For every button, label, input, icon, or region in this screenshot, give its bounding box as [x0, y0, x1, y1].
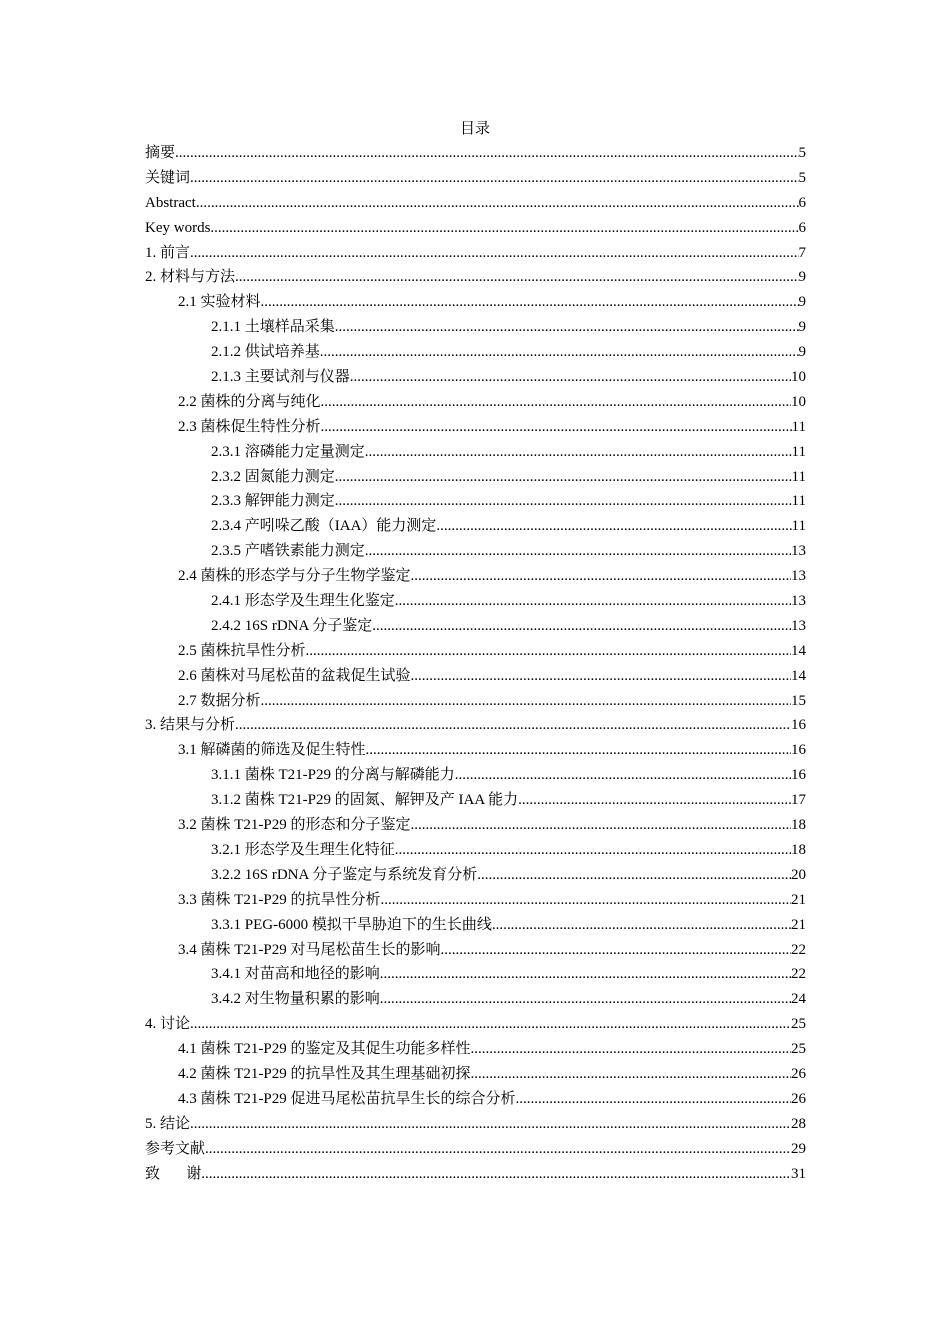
toc-entry-page-number: 9 — [798, 294, 806, 311]
table-of-contents — [145, 141, 806, 1186]
toc-dot-leader — [261, 689, 791, 714]
toc-dot-leader — [261, 290, 799, 315]
toc-entry[interactable] — [145, 913, 806, 938]
toc-entry-page-number: 14 — [791, 642, 806, 659]
toc-dot-leader — [411, 813, 791, 838]
toc-entry-page-number: 5 — [798, 145, 806, 161]
toc-entry-label: 3.1 解磷菌的筛选及促生特性 — [178, 742, 366, 759]
toc-entry-label: 关键词 — [145, 169, 191, 186]
toc-entry-page-number: 21 — [791, 891, 806, 908]
toc-entry[interactable] — [145, 1037, 806, 1062]
toc-entry-page-number: 18 — [791, 817, 806, 834]
toc-entry-label: Abstract — [145, 194, 196, 211]
toc-dot-leader — [190, 1012, 791, 1037]
toc-entry-label: 2.1.1 土壤样品采集 — [211, 319, 335, 336]
toc-entry[interactable] — [145, 1087, 806, 1112]
toc-entry-label: 4.2 菌株 T21-P29 的抗旱性及其生理基础初探 — [178, 1065, 471, 1082]
toc-entry-page-number: 24 — [791, 991, 806, 1008]
toc-entry-label: 2.3.2 固氮能力测定 — [211, 468, 335, 485]
toc-entry-page-number: 29 — [791, 1140, 806, 1157]
toc-entry-page-number: 9 — [798, 319, 806, 336]
toc-entry-label: 摘要 — [145, 145, 176, 161]
toc-dot-leader — [492, 913, 791, 938]
toc-entry-page-number: 13 — [791, 543, 806, 560]
toc-entry-label: 2.1.2 供试培养基 — [211, 344, 320, 361]
toc-dot-leader — [372, 614, 791, 639]
toc-entry-label: 2.3.5 产嗜铁素能力测定 — [211, 543, 365, 560]
toc-entry-label: 5. 结论 — [145, 1115, 191, 1132]
toc-entry-page-number: 25 — [791, 1016, 806, 1033]
toc-entry-label: 2.5 菌株抗旱性分析 — [178, 642, 306, 659]
toc-entry[interactable] — [145, 241, 806, 266]
toc-entry[interactable] — [145, 788, 806, 813]
toc-entry-label: 2.2 菌株的分离与纯化 — [178, 393, 321, 410]
toc-entry[interactable] — [145, 340, 806, 365]
toc-entry-page-number: 11 — [791, 518, 806, 535]
toc-entry-label: 3.2.2 16S rDNA 分子鉴定与系统发育分析 — [211, 866, 478, 883]
toc-entry-page-number: 22 — [791, 941, 806, 958]
toc-entry-page-number: 11 — [791, 493, 806, 510]
toc-entry[interactable] — [145, 962, 806, 987]
toc-entry[interactable] — [145, 390, 806, 415]
toc-entry-label: 3.4.2 对生物量积累的影响 — [211, 991, 380, 1008]
toc-entry[interactable] — [145, 290, 806, 315]
toc-entry[interactable] — [145, 489, 806, 514]
toc-entry-label: 2.3.4 产吲哚乙酸（IAA）能力测定 — [211, 518, 437, 535]
toc-dot-leader — [321, 390, 791, 415]
toc-entry[interactable] — [145, 589, 806, 614]
toc-dot-leader — [381, 888, 791, 913]
toc-entry[interactable] — [145, 141, 806, 166]
toc-entry-label: 3.3.1 PEG-6000 模拟干旱胁迫下的生长曲线 — [211, 916, 492, 933]
toc-entry[interactable] — [145, 564, 806, 589]
toc-entry[interactable] — [145, 664, 806, 689]
toc-entry[interactable] — [145, 1112, 806, 1137]
toc-entry-page-number: 11 — [791, 468, 806, 485]
toc-entry-page-number: 9 — [798, 344, 806, 361]
toc-dot-leader — [210, 216, 798, 241]
toc-entry[interactable] — [145, 813, 806, 838]
toc-entry-page-number: 11 — [791, 443, 806, 460]
toc-entry[interactable] — [145, 1012, 806, 1037]
toc-dot-leader — [335, 489, 792, 514]
toc-entry-label: 3. 结果与分析 — [145, 717, 236, 734]
toc-entry-page-number: 14 — [791, 667, 806, 684]
toc-dot-leader — [205, 1137, 791, 1162]
toc-entry-page-number: 7 — [798, 244, 806, 261]
toc-entry-label: 1. 前言 — [145, 244, 191, 261]
toc-entry[interactable] — [145, 838, 806, 863]
toc-dot-leader — [395, 589, 791, 614]
toc-entry-page-number: 26 — [791, 1065, 806, 1082]
toc-dot-leader — [306, 639, 791, 664]
toc-entry[interactable] — [145, 216, 806, 241]
toc-dot-leader — [175, 141, 798, 166]
toc-entry-page-number: 18 — [791, 841, 806, 858]
toc-dot-leader — [411, 664, 791, 689]
toc-entry-page-number: 25 — [791, 1041, 806, 1058]
toc-entry-page-number: 26 — [791, 1090, 806, 1107]
toc-dot-leader — [196, 191, 799, 216]
toc-entry[interactable] — [145, 689, 806, 714]
toc-dot-leader — [471, 1062, 791, 1087]
toc-dot-leader — [235, 265, 798, 290]
toc-dot-leader — [436, 514, 791, 539]
toc-dot-leader — [365, 539, 791, 564]
toc-entry-label: 3.1.2 菌株 T21-P29 的固氮、解钾及产 IAA 能力 — [211, 792, 519, 809]
toc-dot-leader — [335, 465, 792, 490]
toc-dot-leader — [235, 713, 791, 738]
toc-entry[interactable] — [145, 1062, 806, 1087]
toc-dot-leader — [380, 987, 791, 1012]
toc-entry[interactable] — [145, 639, 806, 664]
toc-entry[interactable] — [145, 738, 806, 763]
toc-dot-leader — [321, 415, 792, 440]
toc-entry[interactable] — [145, 265, 806, 290]
toc-entry-page-number: 16 — [791, 717, 806, 734]
toc-entry[interactable] — [145, 539, 806, 564]
toc-dot-leader — [335, 315, 799, 340]
toc-dot-leader — [201, 1162, 791, 1187]
toc-entry-page-number: 9 — [798, 269, 806, 286]
toc-entry[interactable] — [145, 166, 806, 191]
toc-entry-page-number: 10 — [791, 369, 806, 386]
toc-entry-label: 2.6 菌株对马尾松苗的盆栽促生试验 — [178, 667, 411, 684]
toc-dot-leader — [380, 962, 791, 987]
toc-entry-page-number: 6 — [798, 194, 806, 211]
toc-entry[interactable] — [145, 938, 806, 963]
toc-entry-label: 2.3.1 溶磷能力定量测定 — [211, 443, 365, 460]
toc-entry-page-number: 11 — [791, 418, 806, 435]
toc-entry-label: 3.2 菌株 T21-P29 的形态和分子鉴定 — [178, 817, 411, 834]
toc-dot-leader — [518, 788, 791, 813]
toc-entry-label: 3.4.1 对苗高和地径的影响 — [211, 966, 380, 983]
toc-dot-leader — [365, 440, 792, 465]
toc-dot-leader — [366, 738, 791, 763]
toc-entry-label: 3.1.1 菌株 T21-P29 的分离与解磷能力 — [211, 767, 455, 784]
toc-dot-leader — [411, 564, 791, 589]
toc-entry-label: 2.4.2 16S rDNA 分子鉴定 — [211, 617, 373, 634]
toc-entry[interactable] — [145, 1162, 806, 1187]
toc-entry[interactable] — [145, 191, 806, 216]
toc-entry-label: 3.4 菌株 T21-P29 对马尾松苗生长的影响 — [178, 941, 441, 958]
toc-entry-page-number: 20 — [791, 866, 806, 883]
toc-entry[interactable] — [145, 440, 806, 465]
toc-dot-leader — [350, 365, 791, 390]
toc-dot-leader — [190, 241, 798, 266]
toc-entry[interactable] — [145, 888, 806, 913]
toc-entry-page-number: 28 — [791, 1115, 806, 1132]
toc-entry[interactable] — [145, 863, 806, 888]
toc-entry-label: 2.3.3 解钾能力测定 — [211, 493, 335, 510]
toc-entry-label: 2.3 菌株促生特性分析 — [178, 418, 321, 435]
toc-entry-page-number: 6 — [798, 219, 806, 236]
toc-entry-page-number: 22 — [791, 966, 806, 983]
toc-entry-label: 2.7 数据分析 — [178, 692, 261, 709]
toc-entry-label: Key words — [145, 219, 211, 236]
toc-entry-page-number: 13 — [791, 617, 806, 634]
toc-entry[interactable] — [145, 1137, 806, 1162]
toc-dot-leader — [516, 1087, 791, 1112]
toc-entry-label: 2.1 实验材料 — [178, 294, 261, 311]
toc-entry[interactable] — [145, 465, 806, 490]
toc-entry[interactable] — [145, 987, 806, 1012]
toc-entry-label: 参考文献 — [145, 1140, 206, 1157]
toc-entry-page-number: 13 — [791, 568, 806, 585]
toc-entry-label: 2. 材料与方法 — [145, 269, 236, 286]
toc-entry-page-number: 10 — [791, 393, 806, 410]
toc-entry[interactable] — [145, 415, 806, 440]
toc-entry-page-number: 15 — [791, 692, 806, 709]
toc-entry-page-number: 17 — [791, 792, 806, 809]
toc-dot-leader — [477, 863, 791, 888]
toc-entry-label: 2.4 菌株的形态学与分子生物学鉴定 — [178, 568, 411, 585]
toc-dot-leader — [455, 763, 791, 788]
toc-entry-page-number: 21 — [791, 916, 806, 933]
toc-dot-leader — [190, 1112, 791, 1137]
toc-entry-page-number: 16 — [791, 742, 806, 759]
toc-entry-page-number: 16 — [791, 767, 806, 784]
toc-entry-label: 2.4.1 形态学及生理生化鉴定 — [211, 593, 395, 610]
toc-entry-page-number: 5 — [798, 169, 806, 186]
toc-entry-label: 3.2.1 形态学及生理生化特征 — [211, 841, 395, 858]
toc-entry-label: 致 谢 — [145, 1165, 202, 1182]
toc-entry-page-number: 13 — [791, 593, 806, 610]
toc-entry[interactable] — [145, 713, 806, 738]
toc-entry[interactable] — [145, 315, 806, 340]
toc-entry-label: 4.1 菌株 T21-P29 的鉴定及其促生功能多样性 — [178, 1041, 471, 1058]
toc-dot-leader — [441, 938, 791, 963]
toc-entry-label: 4.3 菌株 T21-P29 促进马尾松苗抗旱生长的综合分析 — [178, 1090, 516, 1107]
toc-dot-leader — [190, 166, 798, 191]
toc-entry[interactable] — [145, 514, 806, 539]
toc-entry[interactable] — [145, 365, 806, 390]
toc-dot-leader — [395, 838, 791, 863]
toc-entry-label: 2.1.3 主要试剂与仪器 — [211, 369, 350, 386]
toc-dot-leader — [471, 1037, 791, 1062]
toc-entry-label: 3.3 菌株 T21-P29 的抗旱性分析 — [178, 891, 381, 908]
toc-title: 目录 — [459, 121, 490, 137]
toc-entry-page-number: 31 — [791, 1165, 806, 1182]
toc-entry[interactable] — [145, 614, 806, 639]
toc-dot-leader — [320, 340, 799, 365]
toc-entry[interactable] — [145, 763, 806, 788]
toc-entry-label: 4. 讨论 — [145, 1016, 191, 1033]
